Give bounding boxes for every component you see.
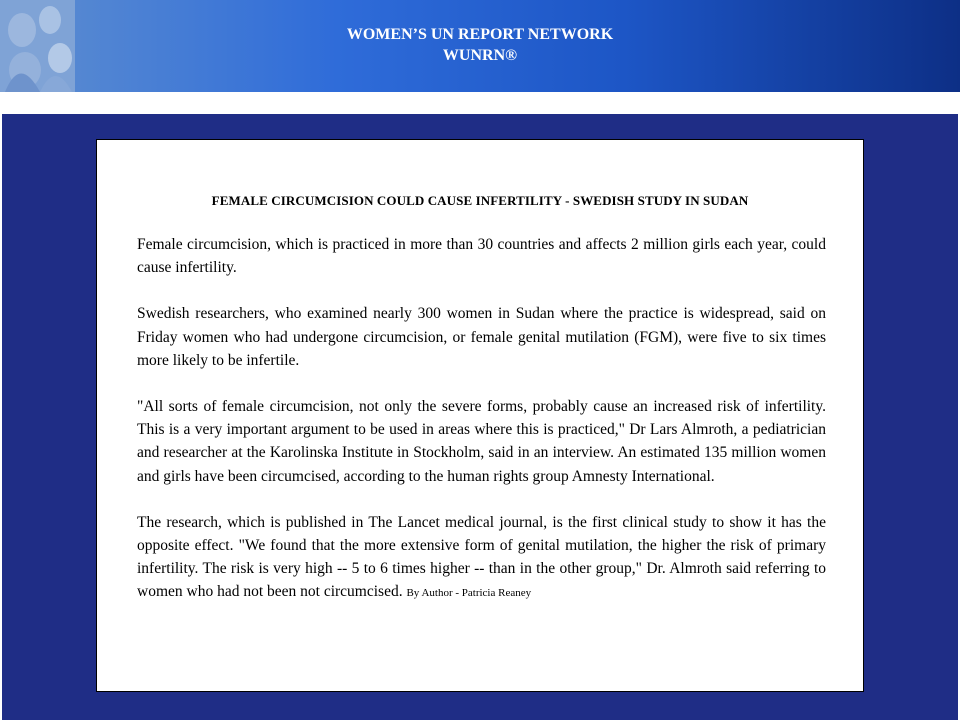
header-title-line1: WOMEN’S UN REPORT NETWORK [346,26,614,43]
article-paragraph-1: Female circumcision, which is practiced in more than 30 countries and affects 2 million girls each year, could cause infertility. [137,236,826,277]
header-title [0,24,960,66]
article-card [96,139,864,692]
article-headline: FEMALE CIRCUMCISION COULD CAUSE INFERTILITY - SWEDISH STUDY IN SUDAN [211,193,749,208]
article-body [137,233,826,606]
article-paragraph-3: "All sorts of female circumcision, not only the severe forms, probably cause an increased risk of infertility. This is a very important argument to be used in areas where this is practiced," Dr Lars Almroth, a pediatrician and researcher at the Karolinska Institute in Stockholm, said in an interview. An estimated 135 million women and girls have been circumcised, according to the human rights group Amnesty International. [137,398,826,485]
article-paragraph-4-text: The research, which is published in The Lancet medical journal, is the first clinical study to show it has the opposite effect. "We found that the more extensive form of genital mutilation, the higher the risk of primary infertility. The risk is very high -- 5 to 6 times higher -- than in the other group," Dr. Almroth said referring to women who had not been not circumcised. [137,513,826,601]
header-title-line2: WUNRN® [442,47,518,64]
article-byline: By Author - Patricia Reaney [406,587,532,600]
header-banner [0,0,960,92]
article-paragraph-2: Swedish researchers, who examined nearly 300 women in Sudan where the practice is widespread, said on Friday women who had undergone circumcision, or female genital mutilation (FGM), were five to six times more likely to be infertile. [137,305,826,369]
article-paragraph-4 [137,511,826,606]
